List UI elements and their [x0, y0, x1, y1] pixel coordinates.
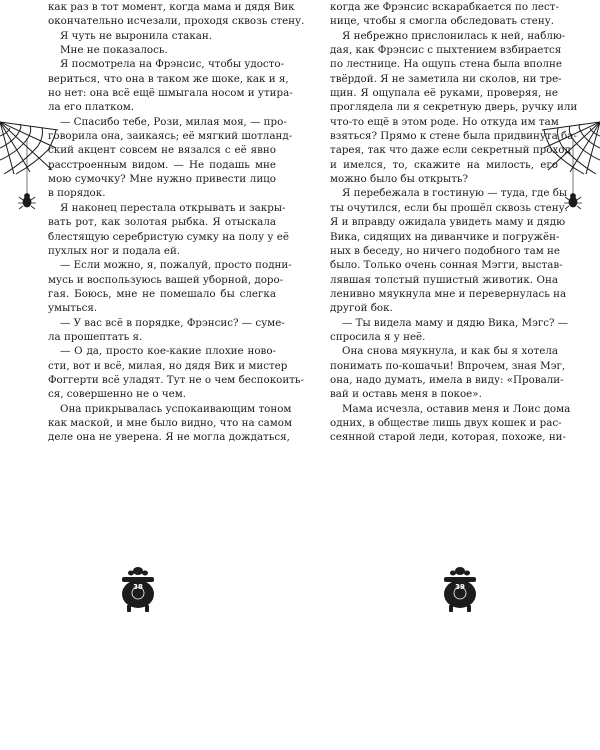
page-number-right [440, 565, 480, 615]
text-line: Я посмотрела на Фрэнсис, чтобы удосто- [60, 58, 285, 71]
page-number: 39 [455, 583, 465, 591]
text-line: ла прошептать я. [48, 330, 143, 343]
text-line: гая. Боюсь, мне не помешало бы слегка [48, 287, 276, 300]
text-line: Я небрежно прислонилась к ней, наблю- [342, 29, 566, 42]
text-line: Она прикрывалась успокаивающим тоном [60, 402, 292, 415]
text-line: но нет: она всё ещё шмыгала носом и утира- [48, 87, 293, 100]
text-line: было. Только очень сонная Мэгги, выстав- [330, 259, 563, 272]
text-line: говорила она, заикаясь; её мягкий шотланд- [48, 130, 293, 143]
text-line: окончательно исчезали, проходя сквозь стену. [48, 15, 305, 28]
text-line: расстроенным видом. — Не подашь мне [48, 158, 276, 171]
text-line: — Если можно, я, пожалуй, просто подни- [60, 259, 292, 272]
text-line: понимать по-кошачьи! Впрочем, зная Мэг, [330, 359, 566, 372]
right-page-text [330, 0, 578, 445]
text-line: когда же Фрэнсис вскарабкается по лест- [330, 1, 559, 13]
text-line: блестящую серебристую сумку на полу у её [48, 230, 289, 243]
text-line: мусь и воспользуюсь вашей уборной, доро- [48, 273, 284, 286]
text-line: по лестнице. На ощупь стена была вполне [330, 58, 562, 71]
text-line: пухлых ног и подала ей. [48, 244, 181, 257]
text-line: как маской, и мне было видно, что на самом [48, 416, 293, 429]
text-line: сти, вот и всё, милая, но дядя Вик и мистер [48, 359, 288, 372]
page-number: 38 [133, 583, 143, 591]
text-line: — Ты видела маму и дядю Вика, Мэгс? — [342, 316, 569, 329]
text-line: вай и оставь меня в покое». [330, 388, 482, 401]
text-line: и имелся, то, скажите на милость, его [330, 158, 558, 171]
text-line: твёрдой. Я не заметила ни сколов, ни тре- [330, 72, 562, 85]
text-line: ский акцент совсем не вязался с её явно [48, 144, 276, 157]
text-line: ных в беседу, но ничего подобного там не [330, 244, 560, 257]
text-line: взяться? Прямо к стене была придвинута ба- [330, 130, 577, 143]
text-line: тарея, так что даже если секретный проход [330, 144, 571, 157]
text-line: ленивно мяукнула мне и перевернулась на [330, 287, 567, 300]
text-line: другой бок. [330, 302, 393, 315]
text-line: Я и вправду ожидала увидеть маму и дядю [330, 216, 566, 229]
text-line: нице, чтобы я смогла обследовать стену. [330, 15, 555, 28]
text-line: одних, в обществе лишь двух кошек и рас- [330, 416, 562, 429]
text-line: ся, совершенно не о чем. [48, 388, 187, 401]
text-line: Я перебежала в гостиную — туда, где бы [342, 187, 568, 200]
text-line: Вика, сидящих на диванчике и погружён- [330, 230, 560, 243]
text-line: проглядела ли я секретную дверь, ручку или [330, 101, 578, 114]
text-line: Она снова мяукнула, и как бы я хотела [342, 345, 558, 358]
text-line: что-то ещё в этом роде. Но откуда им там [330, 115, 559, 128]
text-line: Мама исчезла, оставив меня и Лоис дома [342, 402, 571, 415]
left-page-text [48, 0, 305, 445]
text-line: мою сумочку? Мне нужно привести лицо [48, 173, 276, 186]
text-line: лявшая толстый пушистый животик. Она [330, 273, 558, 286]
text-line: деле она не уверена. Я не могла дождаться, [48, 431, 290, 444]
text-line: вериться, что она в таком же шоке, как и я, [48, 72, 289, 85]
text-line: умыться. [48, 302, 98, 315]
text-line: вать рот, как золотая рыбка. Я отыскала [48, 216, 276, 229]
text-line: она, надо думать, имела в виду: «Провали- [330, 373, 564, 386]
text-line: спросила я у неё. [330, 330, 426, 343]
text-line: можно было бы открыть? [330, 173, 469, 186]
text-line: в порядок. [48, 187, 106, 200]
page-number-left [118, 565, 158, 615]
text-line: — Спасибо тебе, Рози, милая моя, — про- [60, 115, 287, 128]
text-line: дая, как Фрэнсис с пыхтением взбирается [330, 44, 562, 57]
text-line: ла его платком. [48, 101, 135, 114]
text-line: Фоггерти всё уладят. Тут не о чем беспокоить- [48, 373, 304, 386]
text-line: — У вас всё в порядке, Фрэнсис? — суме- [60, 316, 285, 329]
text-line: щин. Я ощупала её руками, проверяя, не [330, 87, 558, 100]
text-line: — О да, просто кое-какие плохие ново- [60, 345, 276, 358]
text-line: ты очутился, если бы прошёл сквозь стену. [330, 201, 568, 214]
text-line: Я наконец перестала открывать и закры- [60, 201, 286, 214]
text-line: как раз в тот момент, когда мама и дядя Вик [48, 1, 295, 13]
text-line: Я чуть не выронила стакан. [60, 29, 213, 42]
text-line: Мне не показалось. [60, 44, 168, 57]
text-line: сеянной старой леди, которая, похоже, ни- [330, 431, 567, 444]
